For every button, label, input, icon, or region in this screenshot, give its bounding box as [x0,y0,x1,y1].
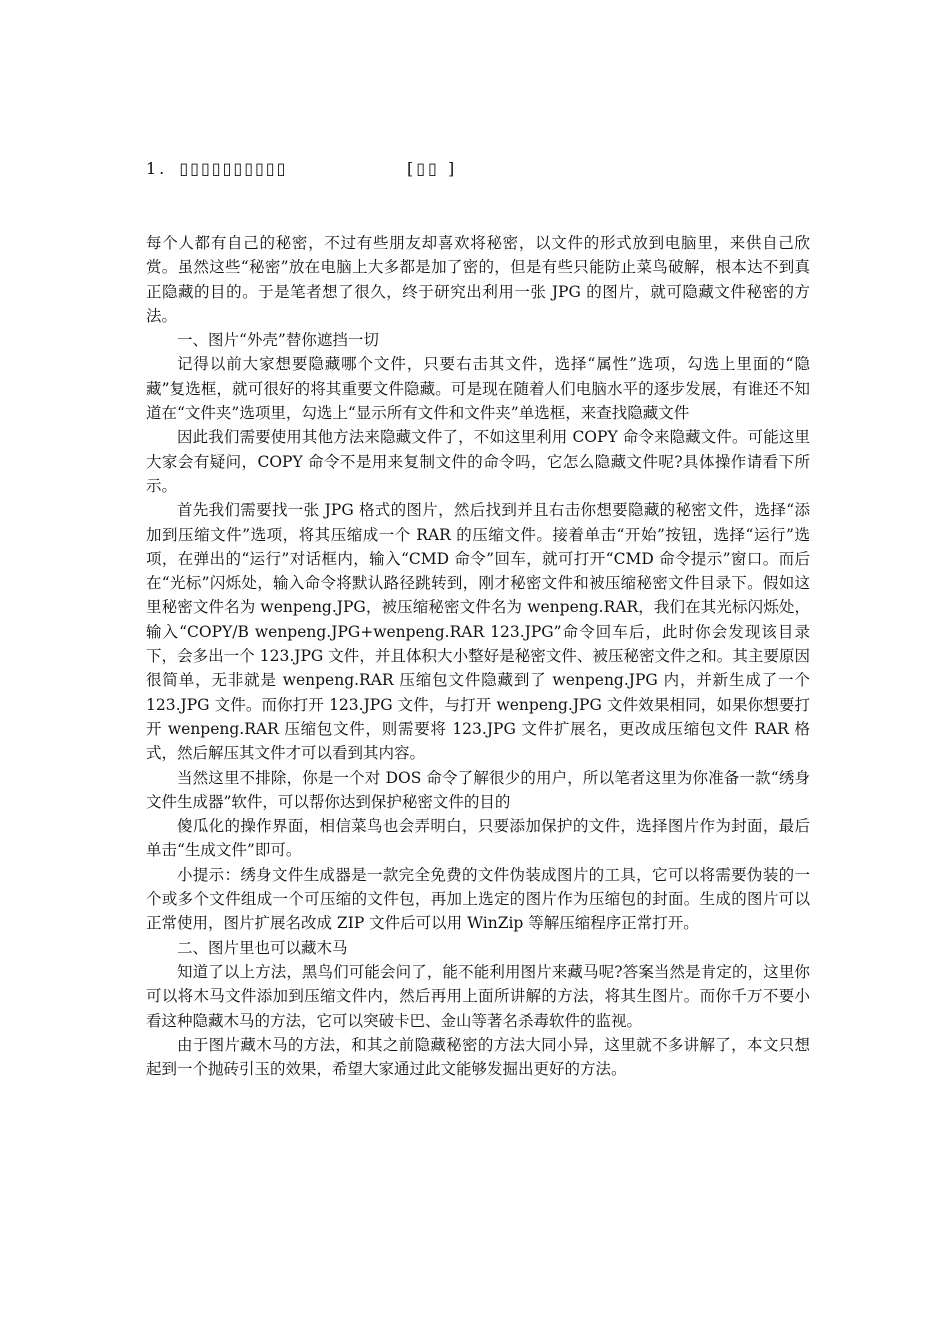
heading-number: 1. [146,159,168,178]
paragraph-intro: 每个人都有自己的秘密，不过有些朋友却喜欢将秘密，以文件的形式放到电脑里，来供自己欣赏。虽然这些“秘密”放在电脑上大多都是加了密的，但是有些只能防止菜鸟破解，根本达不到真正隐藏的目的。于是笔者想了很久，终于研究出利用一张 JPG 的图片，就可隐藏文件秘密的方法。 [146,234,810,325]
heading-tag: [▯▯ ] [407,159,458,178]
section-heading-1: 一、图片“外壳”替你遮挡一切 [177,331,379,350]
paragraph: 知道了以上方法，黑鸟们可能会问了，能不能利用图片来藏马呢?答案当然是肯定的，这里你可以将木马文件添加到压缩文件内，然后再用上面所讲解的方法，将其生图片。而你千万不要小看这种隐藏木马的方法，它可以突破卡巴、金山等著名杀毒软件的监视。 [146,962,810,1030]
paragraph: 首先我们需要找一张 JPG 格式的图片，然后找到并且右击你想要隐藏的秘密文件，选择“添加到压缩文件”选项，将其压缩成一个 RAR 的压缩文件。接着单击“开始”按钮，选择“运行”选项，在弹出的“运行”对话框内，输入“CMD 命令”回车，就可打开“CMD 命令提示”窗口。而后在“光标”闪烁处，输入命令将默认路径跳转到，刚才秘密文件和被压缩秘密文件目录下。假如这里秘密文件名为 wenpeng.JPG，被压缩秘密文件名为 wenpeng.RAR，我们在其光标闪烁处，输入“COPY/B wenpeng.JPG+wenpeng.RAR 123.JPG”命令回车后，此时你会发现该目录下，会多出一个 123.JPG 文件，并且体积大小整好是秘密文件、被压秘密文件之和。其主要原因很简单，无非就是 wenpeng.RAR 压缩包文件隐藏到了 wenpeng.JPG 内，并新生成了一个 123.JPG 文件。而你打开 123.JPG 文件，与打开 wenpeng.JPG 文件效果相同，如果你想要打开 wenpeng.RAR 压缩包文件，则需要将 123.JPG 文件扩展名，更改成压缩包文件 RAR 格式，然后解压其文件才可以看到其内容。 [146,501,810,763]
article-body [146,231,810,1081]
section-heading-2: 二、图片里也可以藏木马 [177,938,348,957]
heading-title: ▯▯▯▯▯▯▯▯▯▯ [179,159,288,178]
tip-paragraph: 小提示：绣身文件生成器是一款完全免费的文件伪装成图片的工具，它可以将需要伪装的一个或多个文件组成一个可压缩的文件包，再加上选定的图片作为压缩包的封面。生成的图片可以正常使用，图片扩展名改成 ZIP 文件后可以用 WinZip 等解压缩程序正常打开。 [146,865,810,933]
paragraph: 因此我们需要使用其他方法来隐藏文件了，不如这里利用 COPY 命令来隐藏文件。可能这里大家会有疑问，COPY 命令不是用来复制文件的命令吗，它怎么隐藏文件呢?具体操作请看下所示。 [146,428,810,495]
page-heading [146,157,526,181]
paragraph: 当然这里不排除，你是一个对 DOS 命令了解很少的用户，所以笔者这里为你准备一款“绣身文件生成器”软件，可以帮你达到保护秘密文件的目的 [146,768,810,811]
paragraph: 记得以前大家想要隐藏哪个文件，只要右击其文件，选择“属性”选项，勾选上里面的“隐藏”复选框，就可很好的将其重要文件隐藏。可是现在随着人们电脑水平的逐步发展，有谁还不知道在“文件夹”选项里，勾选上“显示所有文件和文件夹”单选框，来查找隐藏文件 [146,355,810,423]
paragraph: 傻瓜化的操作界面，相信菜鸟也会弄明白，只要添加保护的文件，选择图片作为封面，最后单击“生成文件”即可。 [146,817,810,860]
paragraph-conclusion: 由于图片藏木马的方法，和其之前隐藏秘密的方法大同小异，这里就不多讲解了，本文只想起到一个抛砖引玉的效果，希望大家通过此文能够发掘出更好的方法。 [146,1035,810,1079]
